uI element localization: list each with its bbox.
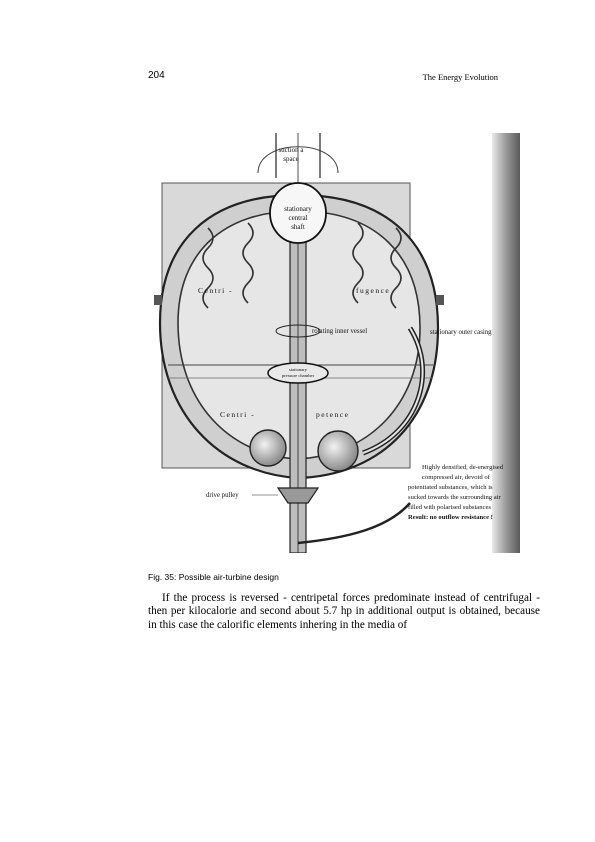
note-line-2: compressed air, devoid of (422, 474, 490, 481)
label-centri-bottom: Centri - (220, 410, 256, 419)
note-line-6: Result: no outflow resistance ! (408, 514, 493, 521)
label-petence: petence (316, 410, 350, 419)
label-pressure-1: stationary (288, 367, 308, 372)
drive-pulley (278, 488, 318, 503)
label-pressure-2: pressure chamber (281, 373, 315, 378)
label-rotating-inner-vessel: rotating inner vessel (312, 328, 368, 335)
label-drive-pulley: drive pulley (206, 492, 239, 499)
shaft-head (270, 183, 326, 243)
bottom-hose (298, 503, 410, 543)
scan-edge-shadow (492, 133, 520, 553)
page-number: 204 (148, 70, 165, 81)
label-suction-2: space (283, 155, 299, 163)
note-line-1: Highly densified, de-energised (422, 464, 503, 471)
label-centri-top: Centri - (198, 286, 234, 295)
running-title: The Energy Evolution (422, 72, 498, 82)
label-suction-1: suction a (278, 146, 304, 154)
right-ball (318, 431, 358, 471)
air-turbine-figure (148, 133, 520, 553)
note-line-5: filled with polarised substances (408, 504, 491, 511)
label-fugence: fugence (356, 286, 391, 295)
left-drum (250, 430, 286, 466)
note-line-3: potentiated substances, which is (408, 484, 493, 491)
right-flange (436, 295, 444, 305)
figure-caption: Fig. 35: Possible air-turbine design (148, 572, 279, 582)
label-stationary-outer-casing: stationary outer casing (430, 329, 492, 336)
note-line-4: sucked towards the surrounding air (408, 494, 501, 501)
air-turbine-drawing (148, 133, 520, 553)
left-flange (154, 295, 162, 305)
label-shaft-3: shaft (291, 223, 305, 231)
label-shaft-1: stationary (284, 205, 312, 213)
body-paragraph: If the process is reversed - centripetal forces predominate instead of centrifugal - then per kilocalorie and second about 5.7 hp in additional output is obtained, because in this case the calorific elements inhering in the media of (148, 592, 540, 631)
label-shaft-2: central (288, 214, 308, 222)
